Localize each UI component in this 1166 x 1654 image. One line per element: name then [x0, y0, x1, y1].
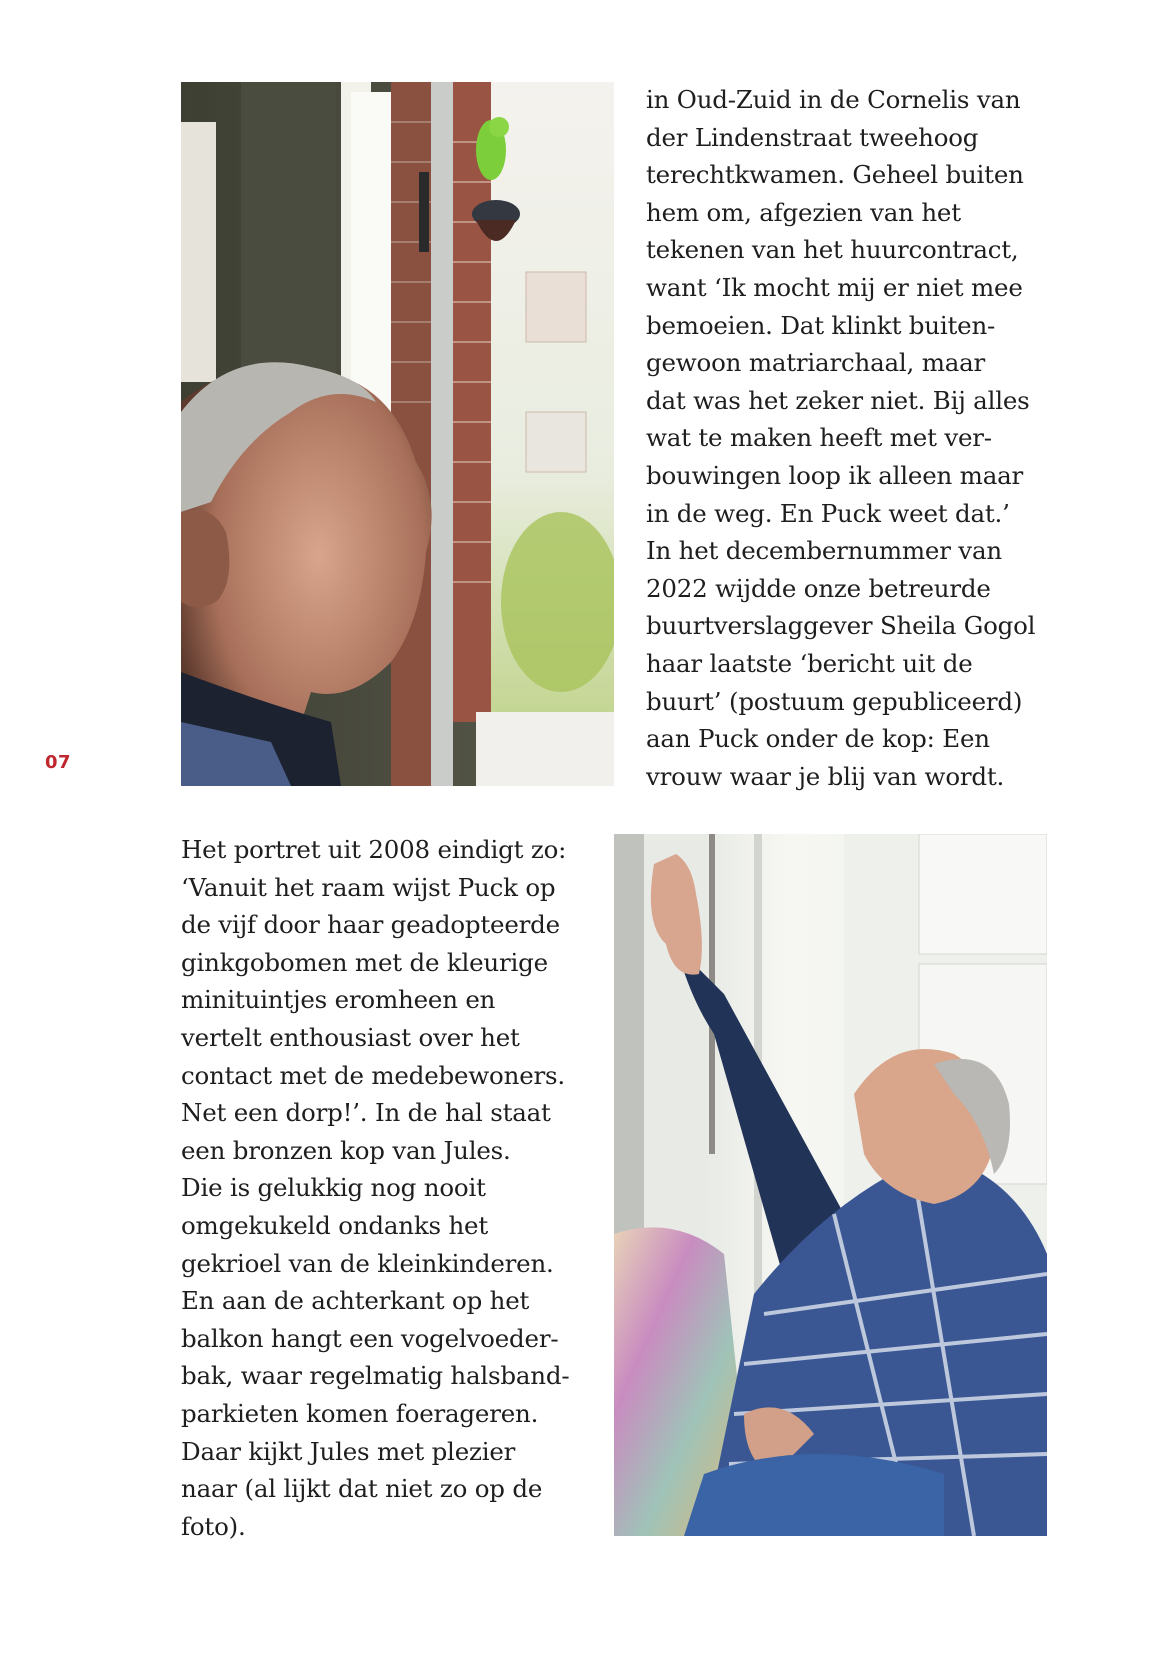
- text-line: omgekukeld ondanks het: [181, 1210, 488, 1240]
- text-line: vrouw waar je blij van wordt.: [646, 761, 1005, 791]
- text-line: Daar kijkt Jules met plezier: [181, 1436, 516, 1466]
- text-line: gekrioel van de kleinkinderen.: [181, 1248, 554, 1278]
- text-line: wat te maken heeft met ver-: [646, 423, 992, 453]
- text-line: buurtverslaggever Sheila Gogol: [646, 611, 1036, 641]
- text-line: Het portret uit 2008 eindigt zo:: [181, 835, 567, 864]
- body-text-column-top: [646, 81, 1066, 795]
- text-line: parkieten komen foerageren.: [181, 1398, 539, 1428]
- text-line: minituintjes eromheen en: [181, 985, 496, 1015]
- text-line: aan Puck onder de kop: Een: [646, 724, 990, 754]
- text-line: ‘Vanuit het raam wijst Puck op: [181, 872, 556, 902]
- text-line: in Oud-Zuid in de Cornelis van: [646, 85, 1021, 114]
- text-line: terechtkwamen. Geheel buiten: [646, 160, 1024, 190]
- text-line: naar (al lijkt dat niet zo op de: [181, 1474, 543, 1504]
- text-line: dat was het zeker niet. Bij alles: [646, 385, 1030, 415]
- photo-man-at-window: [181, 82, 614, 786]
- body-text-column-bottom: [181, 831, 601, 1545]
- text-line: vertelt enthousiast over het: [181, 1022, 520, 1052]
- text-line: der Lindenstraat tweehoog: [646, 122, 979, 152]
- text-line: de vijf door haar geadopteerde: [181, 910, 560, 940]
- text-line: bak, waar regelmatig halsband-: [181, 1361, 570, 1391]
- photo-man-pointing: [614, 834, 1047, 1536]
- text-line: ginkgobomen met de kleurige: [181, 947, 548, 977]
- text-line: En aan de achterkant op het: [181, 1286, 530, 1316]
- photo-man-at-window-illustration: [181, 82, 614, 786]
- text-line: een bronzen kop van Jules.: [181, 1135, 511, 1165]
- text-line: gewoon matriarchaal, maar: [646, 348, 986, 378]
- text-line: 2022 wijdde onze betreurde: [646, 573, 991, 603]
- text-line: In het decembernummer van: [646, 536, 1002, 566]
- text-line: want ‘Ik mocht mij er niet mee: [646, 272, 1023, 302]
- text-line: hem om, afgezien van het: [646, 197, 961, 227]
- text-line: haar laatste ‘bericht uit de: [646, 648, 973, 678]
- page-number: 07: [45, 752, 72, 773]
- text-line: Die is gelukkig nog nooit: [181, 1173, 486, 1203]
- text-line: Net een dorp!’. In de hal staat: [181, 1098, 551, 1128]
- text-line: in de weg. En Puck weet dat.’: [646, 498, 1010, 528]
- photo-man-pointing-illustration: [614, 834, 1047, 1536]
- text-line: balkon hangt een vogelvoeder-: [181, 1323, 559, 1353]
- text-line: contact met de medebewoners.: [181, 1060, 565, 1090]
- text-line: buurt’ (postuum gepubliceerd): [646, 686, 1023, 716]
- text-line: tekenen van het huurcontract,: [646, 235, 1019, 265]
- text-line: foto).: [181, 1511, 246, 1541]
- text-line: bemoeien. Dat klinkt buiten-: [646, 310, 996, 340]
- text-line: bouwingen loop ik alleen maar: [646, 460, 1024, 490]
